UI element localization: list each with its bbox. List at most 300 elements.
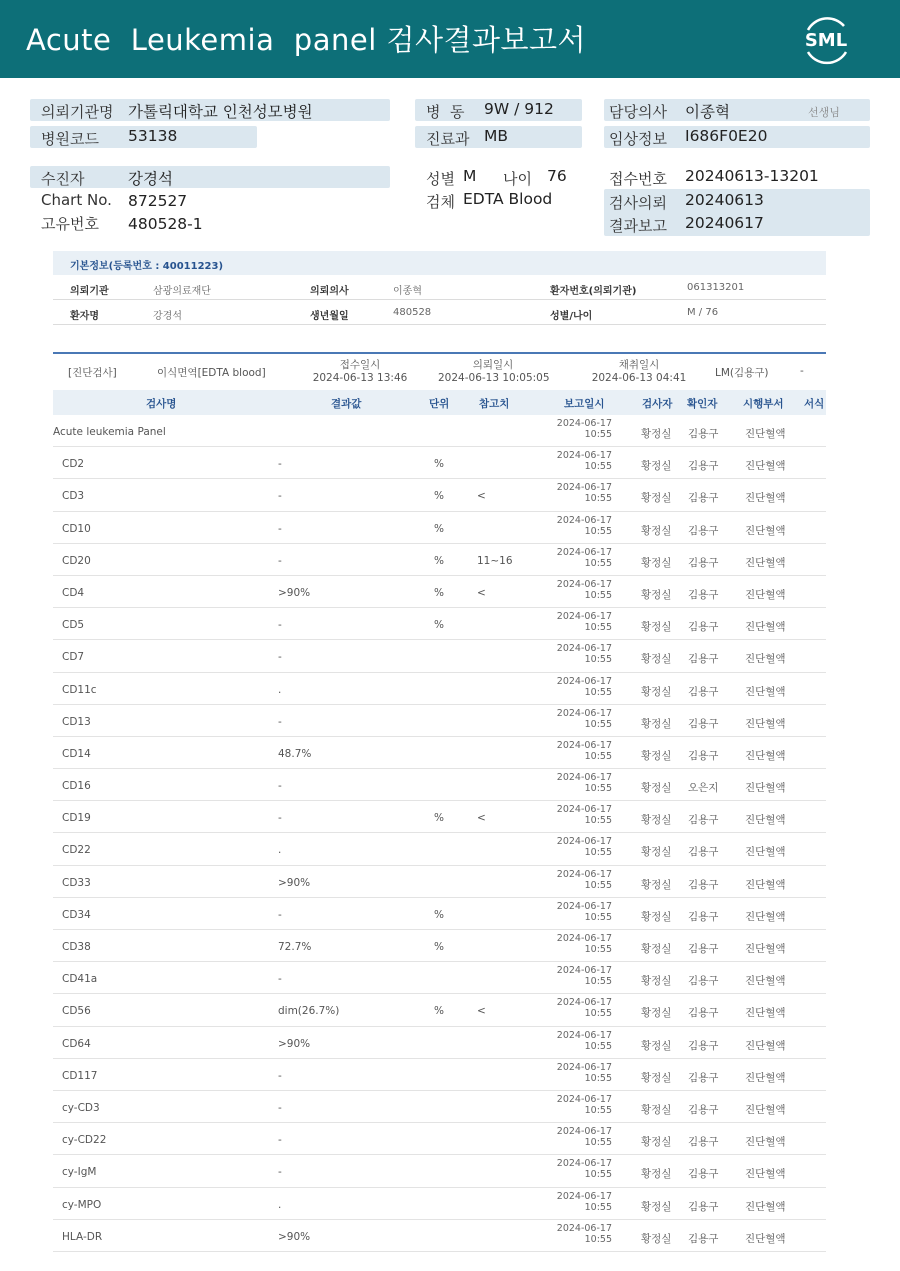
report-clock: 10:55 — [584, 589, 612, 601]
order-info-row — [53, 352, 826, 390]
department: 진단혈액 — [745, 814, 786, 827]
report-time — [550, 450, 612, 472]
test-name: CD64 — [62, 1037, 91, 1050]
tester: 황정실 — [641, 717, 672, 730]
table-row — [53, 962, 826, 994]
test-name: CD22 — [62, 844, 91, 857]
basic-info-section — [53, 251, 826, 325]
test-name: cy-MPO — [62, 1198, 102, 1211]
table-row — [53, 1059, 826, 1091]
unit: % — [434, 490, 444, 503]
tester: 황정실 — [641, 653, 672, 666]
basic-value: M / 76 — [687, 307, 719, 318]
col-header-test: 검사명 — [146, 398, 177, 410]
table-row — [53, 1155, 826, 1187]
report-time — [550, 1191, 612, 1213]
code-value: 53138 — [128, 127, 178, 145]
report-time — [550, 1030, 612, 1052]
report-date: 2024-06-17 — [556, 514, 612, 526]
report-time — [550, 804, 612, 826]
report-clock: 10:55 — [584, 1201, 612, 1213]
result-value: - — [278, 1101, 282, 1114]
report-time — [550, 869, 612, 891]
basic-info-heading: 기본정보(등록번호 : 40011223) — [53, 251, 826, 275]
department: 진단혈액 — [745, 428, 786, 440]
tester: 황정실 — [641, 1007, 672, 1020]
receive-time-label: 접수일시 — [339, 359, 381, 371]
report-time — [550, 1126, 612, 1148]
report-title: Acute Leukemia panel 검사결과보고서 — [26, 23, 587, 57]
table-row — [53, 801, 826, 833]
unique-value: 480528-1 — [128, 215, 203, 233]
confirmer: 김용구 — [688, 556, 719, 569]
report-clock: 10:55 — [584, 1072, 612, 1084]
report-date: 2024-06-17 — [556, 611, 612, 623]
department: 진단혈액 — [745, 621, 786, 634]
result-value: . — [278, 1198, 282, 1211]
confirmer: 김용구 — [688, 653, 719, 666]
test-name: CD4 — [62, 586, 85, 599]
confirmer: 김용구 — [688, 588, 719, 601]
order-specimen: 이식면역[EDTA blood] — [157, 367, 266, 379]
report-date: 2024-06-17 — [556, 933, 612, 944]
test-name: CD2 — [62, 458, 85, 471]
chart-value: 872527 — [128, 192, 188, 210]
dept-value: MB — [484, 127, 509, 145]
sex-value: M — [463, 167, 477, 185]
table-row — [53, 673, 826, 705]
report-clock: 10:55 — [584, 750, 612, 762]
report-time — [550, 515, 612, 537]
receive-time-value: 2024-06-13 13:46 — [312, 372, 408, 384]
report-time — [550, 1094, 612, 1116]
report-time — [550, 418, 612, 440]
confirmer: 김용구 — [688, 749, 719, 762]
unit: % — [434, 522, 444, 535]
result-value: - — [278, 490, 282, 503]
confirmer: 김용구 — [688, 717, 719, 730]
report-clock: 10:55 — [584, 557, 612, 569]
receipt-label: 접수번호 — [609, 170, 667, 188]
tester: 황정실 — [641, 975, 672, 988]
report-time — [550, 836, 612, 858]
tester: 황정실 — [641, 524, 672, 537]
confirmer: 김용구 — [688, 878, 719, 891]
report-time — [550, 997, 612, 1019]
ward-label: 병 동 — [426, 103, 465, 121]
department: 진단혈액 — [745, 975, 786, 988]
result-value: - — [278, 908, 282, 921]
table-row — [53, 1091, 826, 1123]
report-date: 2024-06-17 — [556, 739, 612, 751]
report-time — [550, 772, 612, 794]
report-date: 2024-06-17 — [556, 1029, 612, 1041]
test-name: Acute leukemia Panel — [53, 426, 166, 438]
table-row — [53, 544, 826, 576]
tester: 황정실 — [641, 460, 672, 473]
table-row — [53, 640, 826, 672]
confirmer: 김용구 — [688, 1071, 719, 1084]
col-header-tester: 검사자 — [642, 398, 673, 410]
report-date: 2024-06-17 — [556, 868, 612, 880]
test-name: CD13 — [62, 715, 91, 728]
test-name: CD7 — [62, 651, 85, 664]
result-value: . — [278, 844, 282, 857]
report-time — [550, 1062, 612, 1084]
basic-value: 이종혁 — [393, 286, 422, 297]
tester: 황정실 — [641, 685, 672, 698]
test-name: CD117 — [62, 1069, 98, 1082]
report-clock: 10:55 — [584, 622, 612, 634]
confirmer: 김용구 — [688, 814, 719, 827]
code-label: 병원코드 — [41, 130, 99, 148]
result-value: dim(26.7%) — [278, 1005, 340, 1018]
report-date: 2024-06-17 — [556, 450, 612, 462]
basic-value: 480528 — [393, 307, 432, 318]
department: 진단혈액 — [745, 1200, 786, 1213]
table-row — [53, 737, 826, 769]
tester: 황정실 — [641, 1168, 672, 1181]
basic-key: 성별/나이 — [550, 311, 593, 322]
tester: 황정실 — [641, 910, 672, 923]
department: 진단혈액 — [745, 588, 786, 601]
result-value: >90% — [278, 1037, 311, 1050]
doctor-suffix: 선생님 — [808, 106, 840, 119]
report-date: 2024-06-17 — [556, 900, 612, 912]
test-name: CD33 — [62, 876, 91, 889]
reference-range: < — [477, 490, 486, 503]
report-date: 2024-06-17 — [556, 643, 612, 655]
report-clock: 10:55 — [584, 944, 612, 955]
department: 진단혈액 — [745, 782, 786, 795]
confirmer: 김용구 — [688, 1168, 719, 1181]
report-clock: 10:55 — [584, 525, 612, 537]
report-time — [550, 933, 612, 955]
basic-value: 061313201 — [687, 282, 745, 293]
report-clock: 10:55 — [584, 1137, 612, 1149]
tester: 황정실 — [641, 943, 672, 955]
department: 진단혈액 — [745, 910, 786, 923]
tester: 황정실 — [641, 1136, 672, 1149]
confirmer: 김용구 — [688, 1007, 719, 1020]
unit: % — [434, 619, 444, 632]
report-clock: 10:55 — [584, 1040, 612, 1052]
test-name: CD11c — [62, 683, 97, 696]
report-time — [550, 965, 612, 987]
test-name: CD20 — [62, 554, 91, 567]
result-value: - — [278, 619, 282, 632]
report-time — [550, 611, 612, 633]
report-date: 2024-06-17 — [556, 1190, 612, 1202]
col-header-result: 결과값 — [331, 398, 362, 410]
tester: 황정실 — [641, 428, 672, 440]
department: 진단혈액 — [745, 1007, 786, 1020]
department: 진단혈액 — [745, 1168, 786, 1181]
patient-label: 수진자 — [41, 170, 85, 188]
confirmer: 김용구 — [688, 621, 719, 634]
reference-range: < — [477, 1005, 486, 1018]
report-date: 2024-06-17 — [556, 836, 612, 848]
results-table-header — [53, 390, 826, 415]
confirmer: 김용구 — [688, 492, 719, 505]
request-date-label: 검사의뢰 — [609, 194, 667, 212]
table-row — [53, 415, 826, 447]
unit: % — [434, 941, 444, 953]
basic-info-row — [53, 275, 826, 300]
unit: % — [434, 458, 444, 471]
clinical-value: I686F0E20 — [685, 127, 768, 145]
result-value: 48.7% — [278, 747, 312, 760]
basic-value: 강경석 — [153, 311, 182, 322]
report-clock: 10:55 — [584, 815, 612, 827]
confirmer: 김용구 — [688, 1103, 719, 1116]
report-time — [550, 676, 612, 698]
table-row — [53, 930, 826, 962]
col-header-ref: 참고치 — [479, 398, 510, 410]
report-date: 2024-06-17 — [556, 1126, 612, 1138]
test-name: CD3 — [62, 490, 85, 503]
request-date-value: 20240613 — [685, 191, 764, 209]
test-name: HLA-DR — [62, 1230, 103, 1243]
result-value: - — [278, 973, 282, 986]
department: 진단혈액 — [745, 1136, 786, 1149]
request-time — [438, 359, 548, 385]
tester: 황정실 — [641, 782, 672, 795]
result-value: >90% — [278, 586, 311, 599]
report-clock: 10:55 — [584, 654, 612, 666]
confirmer: 김용구 — [688, 685, 719, 698]
doctor-label: 담당의사 — [609, 103, 667, 121]
request-time-label: 의뢰일시 — [472, 359, 514, 371]
report-clock: 10:55 — [584, 429, 612, 440]
report-clock: 10:55 — [584, 461, 612, 473]
result-value: - — [278, 1134, 282, 1147]
results-table-body — [53, 415, 826, 1252]
unit: % — [434, 586, 444, 599]
col-header-report-time: 보고일시 — [564, 398, 605, 410]
department: 진단혈액 — [745, 1103, 786, 1116]
specimen-label: 검체 — [426, 193, 455, 211]
chart-label: Chart No. — [41, 191, 112, 209]
department: 진단혈액 — [745, 749, 786, 762]
tester: 황정실 — [641, 1071, 672, 1084]
report-date: 2024-06-17 — [556, 997, 612, 1009]
report-date: 2024-06-17 — [556, 675, 612, 687]
report-date: 2024-06-17 — [556, 804, 612, 816]
department: 진단혈액 — [745, 1039, 786, 1052]
age-label: 나이 — [503, 170, 532, 188]
confirmer: 김용구 — [688, 910, 719, 923]
tester: 황정실 — [641, 814, 672, 827]
confirmer: 김용구 — [688, 524, 719, 537]
tester: 황정실 — [641, 1039, 672, 1052]
unit: % — [434, 1005, 444, 1018]
tester: 황정실 — [641, 1232, 672, 1245]
report-time — [550, 579, 612, 601]
collect-time — [584, 359, 694, 385]
report-date: 2024-06-17 — [556, 707, 612, 719]
result-value: - — [278, 554, 282, 567]
result-value: >90% — [278, 1230, 311, 1243]
department: 진단혈액 — [745, 685, 786, 698]
report-clock: 10:55 — [584, 686, 612, 698]
unit: % — [434, 812, 444, 825]
test-name: cy-CD3 — [62, 1101, 100, 1114]
collect-time-value: 2024-06-13 04:41 — [591, 372, 687, 384]
col-header-form: 서식 — [804, 398, 825, 410]
report-date: 2024-06-17 — [556, 546, 612, 558]
result-value: - — [278, 812, 282, 825]
test-name: CD34 — [62, 908, 91, 921]
report-date: 2024-06-17 — [556, 1093, 612, 1105]
table-row — [53, 512, 826, 544]
report-clock: 10:55 — [584, 976, 612, 988]
institution-value: 가톨릭대학교 인천성모병원 — [128, 103, 313, 121]
report-time — [550, 547, 612, 569]
report-time — [550, 740, 612, 762]
department: 진단혈액 — [745, 653, 786, 666]
report-date-value: 20240617 — [685, 214, 764, 232]
confirmer: 김용구 — [688, 1136, 719, 1149]
basic-key: 환자번호(의뢰기관) — [550, 286, 637, 297]
report-clock: 10:55 — [584, 1008, 612, 1020]
table-row — [53, 866, 826, 898]
receipt-value: 20240613-13201 — [685, 167, 819, 185]
report-date: 2024-06-17 — [556, 1158, 612, 1170]
report-clock: 10:55 — [584, 879, 612, 891]
reference-range: < — [477, 586, 486, 599]
test-name: cy-CD22 — [62, 1134, 107, 1147]
tester: 황정실 — [641, 846, 672, 859]
collect-time-label: 채취일시 — [618, 359, 660, 371]
table-row — [53, 479, 826, 511]
table-row — [53, 1123, 826, 1155]
basic-key: 의뢰기관 — [70, 286, 109, 297]
result-value: 72.7% — [278, 941, 312, 953]
unit: % — [434, 908, 444, 921]
confirmer: 오은지 — [688, 782, 719, 795]
doctor-value: 이종혁 — [685, 103, 730, 121]
report-clock: 10:55 — [584, 847, 612, 859]
report-date: 2024-06-17 — [556, 578, 612, 590]
test-name: CD19 — [62, 812, 91, 825]
request-time-value: 2024-06-13 10:05:05 — [438, 372, 550, 384]
report-date: 2024-06-17 — [556, 965, 612, 977]
report-clock: 10:55 — [584, 1233, 612, 1245]
test-name: cy-IgM — [62, 1166, 97, 1179]
result-value: - — [278, 458, 282, 471]
department: 진단혈액 — [745, 846, 786, 859]
report-clock: 10:55 — [584, 718, 612, 730]
reference-range: 11~16 — [477, 554, 513, 567]
logo-text: SML — [804, 30, 848, 51]
report-time — [550, 643, 612, 665]
basic-key: 의뢰의사 — [310, 286, 349, 297]
report-date: 2024-06-17 — [556, 418, 612, 429]
order-dash: - — [800, 365, 804, 377]
table-row — [53, 898, 826, 930]
table-row — [53, 447, 826, 479]
result-value: - — [278, 780, 282, 793]
institution-label: 의뢰기관명 — [41, 103, 114, 121]
basic-value: 삼광의료재단 — [153, 286, 211, 297]
report-time — [550, 708, 612, 730]
department: 진단혈액 — [745, 492, 786, 505]
test-name: CD10 — [62, 522, 91, 535]
tester: 황정실 — [641, 492, 672, 505]
confirmer: 김용구 — [688, 460, 719, 473]
department: 진단혈액 — [745, 717, 786, 730]
result-value: - — [278, 522, 282, 535]
table-row — [53, 994, 826, 1026]
confirmer: 김용구 — [688, 943, 719, 955]
col-header-dept: 시행부서 — [743, 398, 784, 410]
table-row — [53, 1027, 826, 1059]
report-clock: 10:55 — [584, 911, 612, 923]
confirmer: 김용구 — [688, 428, 719, 440]
report-date: 2024-06-17 — [556, 772, 612, 784]
specimen-value: EDTA Blood — [463, 190, 553, 208]
result-value: - — [278, 1069, 282, 1082]
clinical-label: 임상정보 — [609, 130, 667, 148]
col-header-unit: 단위 — [429, 398, 450, 410]
result-value: - — [278, 715, 282, 728]
sml-logo-icon — [798, 12, 854, 68]
tester: 황정실 — [641, 749, 672, 762]
table-row — [53, 608, 826, 640]
table-row — [53, 1220, 826, 1252]
reference-range: < — [477, 812, 486, 825]
department: 진단혈액 — [745, 878, 786, 891]
basic-info-row — [53, 300, 826, 325]
result-value: . — [278, 683, 282, 696]
department: 진단혈액 — [745, 460, 786, 473]
lm-name: LM(김용구) — [715, 367, 769, 379]
dept-label: 진료과 — [426, 130, 470, 148]
result-value: >90% — [278, 876, 311, 889]
table-row — [53, 833, 826, 865]
basic-key: 생년월일 — [310, 311, 349, 322]
department: 진단혈액 — [745, 1232, 786, 1245]
table-row — [53, 705, 826, 737]
basic-key: 환자명 — [70, 311, 99, 322]
report-header — [0, 0, 900, 78]
department: 진단혈액 — [745, 943, 786, 955]
report-date-label: 결과보고 — [609, 217, 667, 235]
test-name: CD41a — [62, 973, 98, 986]
report-date: 2024-06-17 — [556, 1222, 612, 1234]
confirmer: 김용구 — [688, 1200, 719, 1213]
tester: 황정실 — [641, 556, 672, 569]
report-time — [550, 1158, 612, 1180]
tester: 황정실 — [641, 878, 672, 891]
report-time — [550, 1223, 612, 1245]
test-name: CD5 — [62, 619, 85, 632]
test-name: CD16 — [62, 780, 91, 793]
table-row — [53, 576, 826, 608]
confirmer: 김용구 — [688, 846, 719, 859]
sex-label: 성별 — [426, 170, 455, 188]
test-name: CD38 — [62, 941, 91, 953]
ward-value: 9W / 912 — [484, 100, 554, 118]
department: 진단혈액 — [745, 1071, 786, 1084]
table-row — [53, 769, 826, 801]
report-clock: 10:55 — [584, 493, 612, 505]
tester: 황정실 — [641, 1103, 672, 1116]
report-date: 2024-06-17 — [556, 1061, 612, 1073]
confirmer: 김용구 — [688, 1232, 719, 1245]
report-time — [550, 482, 612, 504]
